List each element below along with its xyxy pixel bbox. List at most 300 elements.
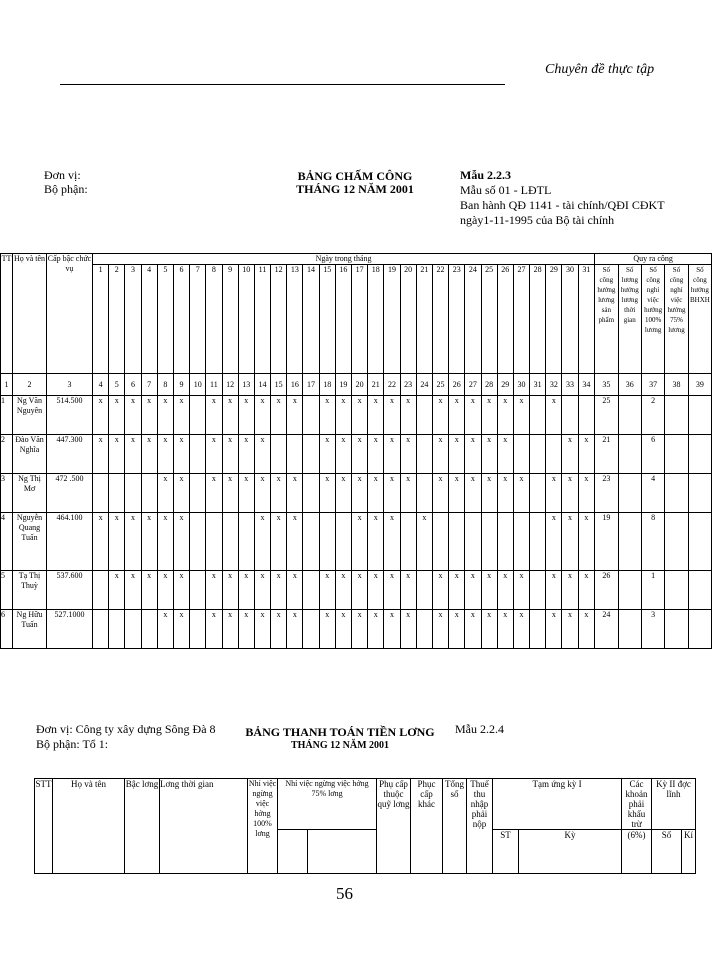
col-number: 20 [352,374,368,396]
col-number: 33 [562,374,578,396]
day-header: 28 [530,265,546,374]
row-q1: 24 [595,610,618,649]
row-grade: 447.300 [47,435,93,474]
day-mark: x [562,513,578,571]
day-mark: x [578,435,595,474]
day-mark: x [173,396,189,435]
day-mark: x [562,435,578,474]
row-q4 [665,513,688,571]
day-mark: x [157,435,173,474]
day-mark: x [384,435,400,474]
pay-dept: Bộ phận: Tổ 1: [36,737,109,751]
day-mark: x [449,610,465,649]
day-mark [530,474,546,513]
day-mark: x [497,474,513,513]
row-name: Ng Thị Mơ [13,474,47,513]
day-mark [416,474,432,513]
col-number: 28 [481,374,497,396]
att-col-grade: Cấp bậc chức vụ [47,254,93,374]
col-number: 38 [665,374,688,396]
day-mark [93,610,109,649]
day-mark: x [352,513,368,571]
row-tt: 4 [1,513,13,571]
row-q5 [688,474,711,513]
day-header: 30 [562,265,578,374]
day-mark [513,435,529,474]
day-mark [530,396,546,435]
day-mark: x [109,571,125,610]
day-mark: x [93,513,109,571]
row-q2 [618,571,641,610]
day-mark: x [578,610,595,649]
row-q3: 6 [641,435,664,474]
row-tt: 3 [1,474,13,513]
day-mark [271,435,287,474]
att-col-quy: Quy ra công [595,254,712,265]
day-mark: x [352,396,368,435]
row-grade: 527.1000 [47,610,93,649]
row-q4 [665,435,688,474]
pay-col-advance: Tạm ứng kỳ I [493,779,622,830]
pay-title-line1: BẢNG THANH TOÁN TIỀN LƠNG [245,725,435,739]
day-mark: x [384,610,400,649]
day-mark: x [335,396,351,435]
day-mark: x [432,610,448,649]
day-header: 8 [206,265,222,374]
pay-col-k2: Kỳ II đợc lĩnh [652,779,696,830]
row-q5 [688,571,711,610]
day-mark: x [173,435,189,474]
day-mark [303,610,319,649]
pay-form-no: Mẫu 2.2.4 [455,722,504,736]
day-mark: x [254,513,270,571]
day-header: 1 [93,265,109,374]
day-mark [465,513,481,571]
day-header: 17 [352,265,368,374]
row-q2 [618,435,641,474]
day-mark: x [481,474,497,513]
row-grade: 537.600 [47,571,93,610]
day-mark: x [368,513,384,571]
col-number: 26 [449,374,465,396]
row-q1: 25 [595,396,618,435]
row-q3: 3 [641,610,664,649]
day-header: 25 [481,265,497,374]
day-header: 10 [238,265,254,374]
col-number: 23 [400,374,416,396]
col-number: 6 [125,374,141,396]
quy-header: Số công hưởng lương sản phẩm [595,265,618,374]
day-mark: x [93,435,109,474]
day-mark [578,396,595,435]
attendance-row [1,610,712,649]
col-number: 34 [578,374,595,396]
row-q4 [665,396,688,435]
pay-sub-st: ST [493,830,519,874]
day-mark [190,513,206,571]
day-mark: x [287,513,303,571]
row-q4 [665,571,688,610]
day-header: 19 [384,265,400,374]
day-mark: x [497,396,513,435]
day-mark: x [449,474,465,513]
day-mark: x [157,513,173,571]
day-header: 24 [465,265,481,374]
row-name: Nguyễn Quang Tuấn [13,513,47,571]
pay-sub-so: Số [652,830,682,874]
day-mark: x [287,396,303,435]
att-form-line1: Mẫu số 01 - LĐTL [460,183,552,197]
day-mark: x [271,396,287,435]
att-unit-label: Đơn vị: [44,168,81,182]
att-form-no: Mẫu 2.2.3 [460,168,511,182]
col-number: 8 [157,374,173,396]
day-mark: x [384,513,400,571]
day-mark: x [481,435,497,474]
quy-header: Số lương hưởng lương thời gian [618,265,641,374]
att-title-line1: BẢNG CHẤM CÔNG [297,169,413,183]
day-header: 31 [578,265,595,374]
day-mark: x [335,435,351,474]
row-q3: 8 [641,513,664,571]
row-q4 [665,474,688,513]
day-mark: x [465,474,481,513]
pay-sub-ky: Kỳ [519,830,622,874]
day-mark: x [254,396,270,435]
pay-sub-ded-pct: (6%) [622,830,652,874]
attendance-row [1,571,712,610]
row-q2 [618,396,641,435]
col-number: 16 [287,374,303,396]
row-tt: 5 [1,571,13,610]
pay-sub-ki: Kí [682,830,696,874]
day-mark: x [578,513,595,571]
attendance-row [1,396,712,435]
day-mark: x [513,610,529,649]
pay-col-time: Lơng thời gian [160,779,248,874]
day-mark: x [222,571,238,610]
day-header: 26 [497,265,513,374]
day-mark: x [319,435,335,474]
day-mark [416,571,432,610]
row-q1: 26 [595,571,618,610]
day-header: 2 [109,265,125,374]
col-number: 30 [513,374,529,396]
day-mark: x [206,571,222,610]
day-mark [109,610,125,649]
day-mark: x [222,610,238,649]
day-mark: x [271,474,287,513]
day-header: 6 [173,265,189,374]
row-name: Ng Văn Nguyên [13,396,47,435]
pay-col-stt: STT [35,779,53,874]
day-mark [190,571,206,610]
day-mark [335,513,351,571]
col-number: 18 [319,374,335,396]
day-header: 21 [416,265,432,374]
day-mark: x [368,435,384,474]
day-mark: x [254,435,270,474]
col-number: 19 [335,374,351,396]
day-mark: x [238,435,254,474]
day-header: 15 [319,265,335,374]
row-name: Ng Hữu Tuấn [13,610,47,649]
day-mark [222,513,238,571]
day-header: 29 [546,265,562,374]
day-mark: x [271,610,287,649]
day-mark: x [400,435,416,474]
day-mark [93,474,109,513]
day-mark: x [416,513,432,571]
col-number: 31 [530,374,546,396]
day-header: 27 [513,265,529,374]
row-grade: 514.500 [47,396,93,435]
day-mark: x [368,474,384,513]
day-mark [497,513,513,571]
day-mark: x [109,396,125,435]
day-mark: x [271,513,287,571]
day-mark: x [335,474,351,513]
row-tt: 2 [1,435,13,474]
day-mark: x [432,396,448,435]
day-header: 14 [303,265,319,374]
col-number: 11 [206,374,222,396]
day-mark: x [513,474,529,513]
day-mark: x [125,571,141,610]
day-mark [125,610,141,649]
day-mark: x [206,610,222,649]
col-number: 21 [368,374,384,396]
day-mark: x [206,435,222,474]
day-mark [287,435,303,474]
att-form-line2: Ban hành QĐ 1141 - tài chính/QĐI CĐKT [460,198,665,212]
day-header: 20 [400,265,416,374]
day-mark [530,435,546,474]
day-mark: x [271,571,287,610]
day-mark: x [141,513,157,571]
day-header: 16 [335,265,351,374]
pay-col-allow-quy: Phụ cấp thuộc quỹ lơng [377,779,411,874]
day-mark: x [481,610,497,649]
attendance-row [1,435,712,474]
pay-title-line2: THÁNG 12 NĂM 2001 [290,740,390,751]
day-mark: x [562,474,578,513]
att-dept-label: Bộ phận: [44,182,88,196]
pay-col-leave75: Nhỉ việc ngừng việc hởng 75% lơng [278,779,377,830]
day-header: 3 [125,265,141,374]
day-mark: x [578,474,595,513]
col-number: 36 [618,374,641,396]
day-mark [93,571,109,610]
col-number: 27 [465,374,481,396]
day-mark: x [546,571,562,610]
day-header: 23 [449,265,465,374]
row-q5 [688,435,711,474]
day-mark [416,610,432,649]
row-q5 [688,396,711,435]
att-title-line2: THÁNG 12 NĂM 2001 [296,182,414,196]
day-mark [303,474,319,513]
quy-header: Số công nghỉ việc hưởng 75% lương [665,265,688,374]
att-form-line3: ngày1-11-1995 của Bộ tài chính [460,213,615,227]
day-mark: x [497,435,513,474]
row-q1: 19 [595,513,618,571]
day-header: 22 [432,265,448,374]
day-mark: x [125,435,141,474]
col-number: 3 [47,374,93,396]
day-mark: x [465,396,481,435]
day-mark [432,513,448,571]
day-mark: x [222,474,238,513]
day-mark [190,396,206,435]
day-mark: x [562,571,578,610]
col-number: 25 [432,374,448,396]
col-number: 5 [109,374,125,396]
day-mark: x [254,474,270,513]
day-mark: x [238,474,254,513]
day-mark: x [125,396,141,435]
day-mark: x [238,571,254,610]
day-mark [125,474,141,513]
day-mark: x [465,571,481,610]
day-mark: x [400,474,416,513]
pay-unit: Đơn vị: Công ty xây dựng Sông Đà 8 [36,722,216,736]
col-number: 13 [238,374,254,396]
day-mark: x [465,610,481,649]
col-number: 17 [303,374,319,396]
day-header: 12 [271,265,287,374]
pay-col-allow-other: Phục cấp khác [411,779,443,874]
day-mark: x [173,474,189,513]
att-title [290,170,420,196]
day-mark: x [578,571,595,610]
col-number: 10 [190,374,206,396]
day-mark: x [206,396,222,435]
day-mark [190,474,206,513]
day-mark: x [109,435,125,474]
att-col-name: Họ và tên [13,254,47,374]
pay-sub-empty [278,830,308,874]
row-grade: 464.100 [47,513,93,571]
day-mark [319,513,335,571]
day-mark [400,513,416,571]
day-mark [190,610,206,649]
row-q5 [688,513,711,571]
row-name: Tạ Thị Thuỳ [13,571,47,610]
day-mark: x [546,513,562,571]
day-mark [416,435,432,474]
day-mark: x [238,396,254,435]
day-header: 9 [222,265,238,374]
day-mark: x [254,610,270,649]
row-q2 [618,474,641,513]
day-mark: x [173,571,189,610]
day-mark: x [335,610,351,649]
day-mark: x [335,571,351,610]
day-mark [238,513,254,571]
att-col-tt: TT [1,254,13,374]
day-mark: x [222,435,238,474]
day-mark: x [432,435,448,474]
col-number: 9 [173,374,189,396]
day-header: 13 [287,265,303,374]
day-mark: x [238,610,254,649]
day-mark: x [432,571,448,610]
day-mark: x [449,435,465,474]
day-mark: x [384,571,400,610]
attendance-row [1,474,712,513]
day-mark: x [562,610,578,649]
col-number: 35 [595,374,618,396]
pay-col-grade: Bậc lơng [125,779,160,874]
day-mark: x [206,474,222,513]
col-number: 37 [641,374,664,396]
day-header: 11 [254,265,270,374]
day-mark: x [173,610,189,649]
pay-col-tax: Thuế thu nhập phải nộp [467,779,493,874]
day-mark [303,513,319,571]
day-mark: x [546,396,562,435]
day-mark: x [125,513,141,571]
day-mark: x [287,571,303,610]
day-mark: x [141,435,157,474]
day-mark: x [449,396,465,435]
quy-header: Số công nghỉ việc hưởng 100% lương [641,265,664,374]
col-number: 1 [1,374,13,396]
row-q2 [618,513,641,571]
day-mark: x [287,474,303,513]
day-mark: x [400,610,416,649]
day-mark: x [497,571,513,610]
pay-col-name: Họ và tên [53,779,125,874]
day-mark: x [319,571,335,610]
day-mark [303,571,319,610]
pay-col-leave100: Nhỉ việc ngừng việc hởng 100% lơng [248,779,278,874]
day-mark: x [384,396,400,435]
day-mark: x [287,610,303,649]
day-mark: x [368,396,384,435]
day-mark: x [384,474,400,513]
day-mark: x [432,474,448,513]
day-mark: x [157,610,173,649]
day-mark [190,435,206,474]
day-mark: x [352,435,368,474]
day-mark [206,513,222,571]
day-mark [303,396,319,435]
day-mark: x [449,571,465,610]
day-mark: x [173,513,189,571]
day-mark: x [157,396,173,435]
payroll-table [34,778,696,874]
day-mark: x [368,571,384,610]
day-mark: x [368,610,384,649]
row-name: Đào Văn Nghĩa [13,435,47,474]
row-q4 [665,610,688,649]
row-grade: 472 .500 [47,474,93,513]
day-mark [530,513,546,571]
attendance-row [1,513,712,571]
attendance-table [0,253,712,649]
day-mark [449,513,465,571]
day-mark [530,571,546,610]
day-mark: x [141,571,157,610]
day-header: 7 [190,265,206,374]
day-mark: x [141,396,157,435]
day-mark: x [497,610,513,649]
col-number: 4 [93,374,109,396]
day-mark: x [93,396,109,435]
day-mark: x [319,610,335,649]
